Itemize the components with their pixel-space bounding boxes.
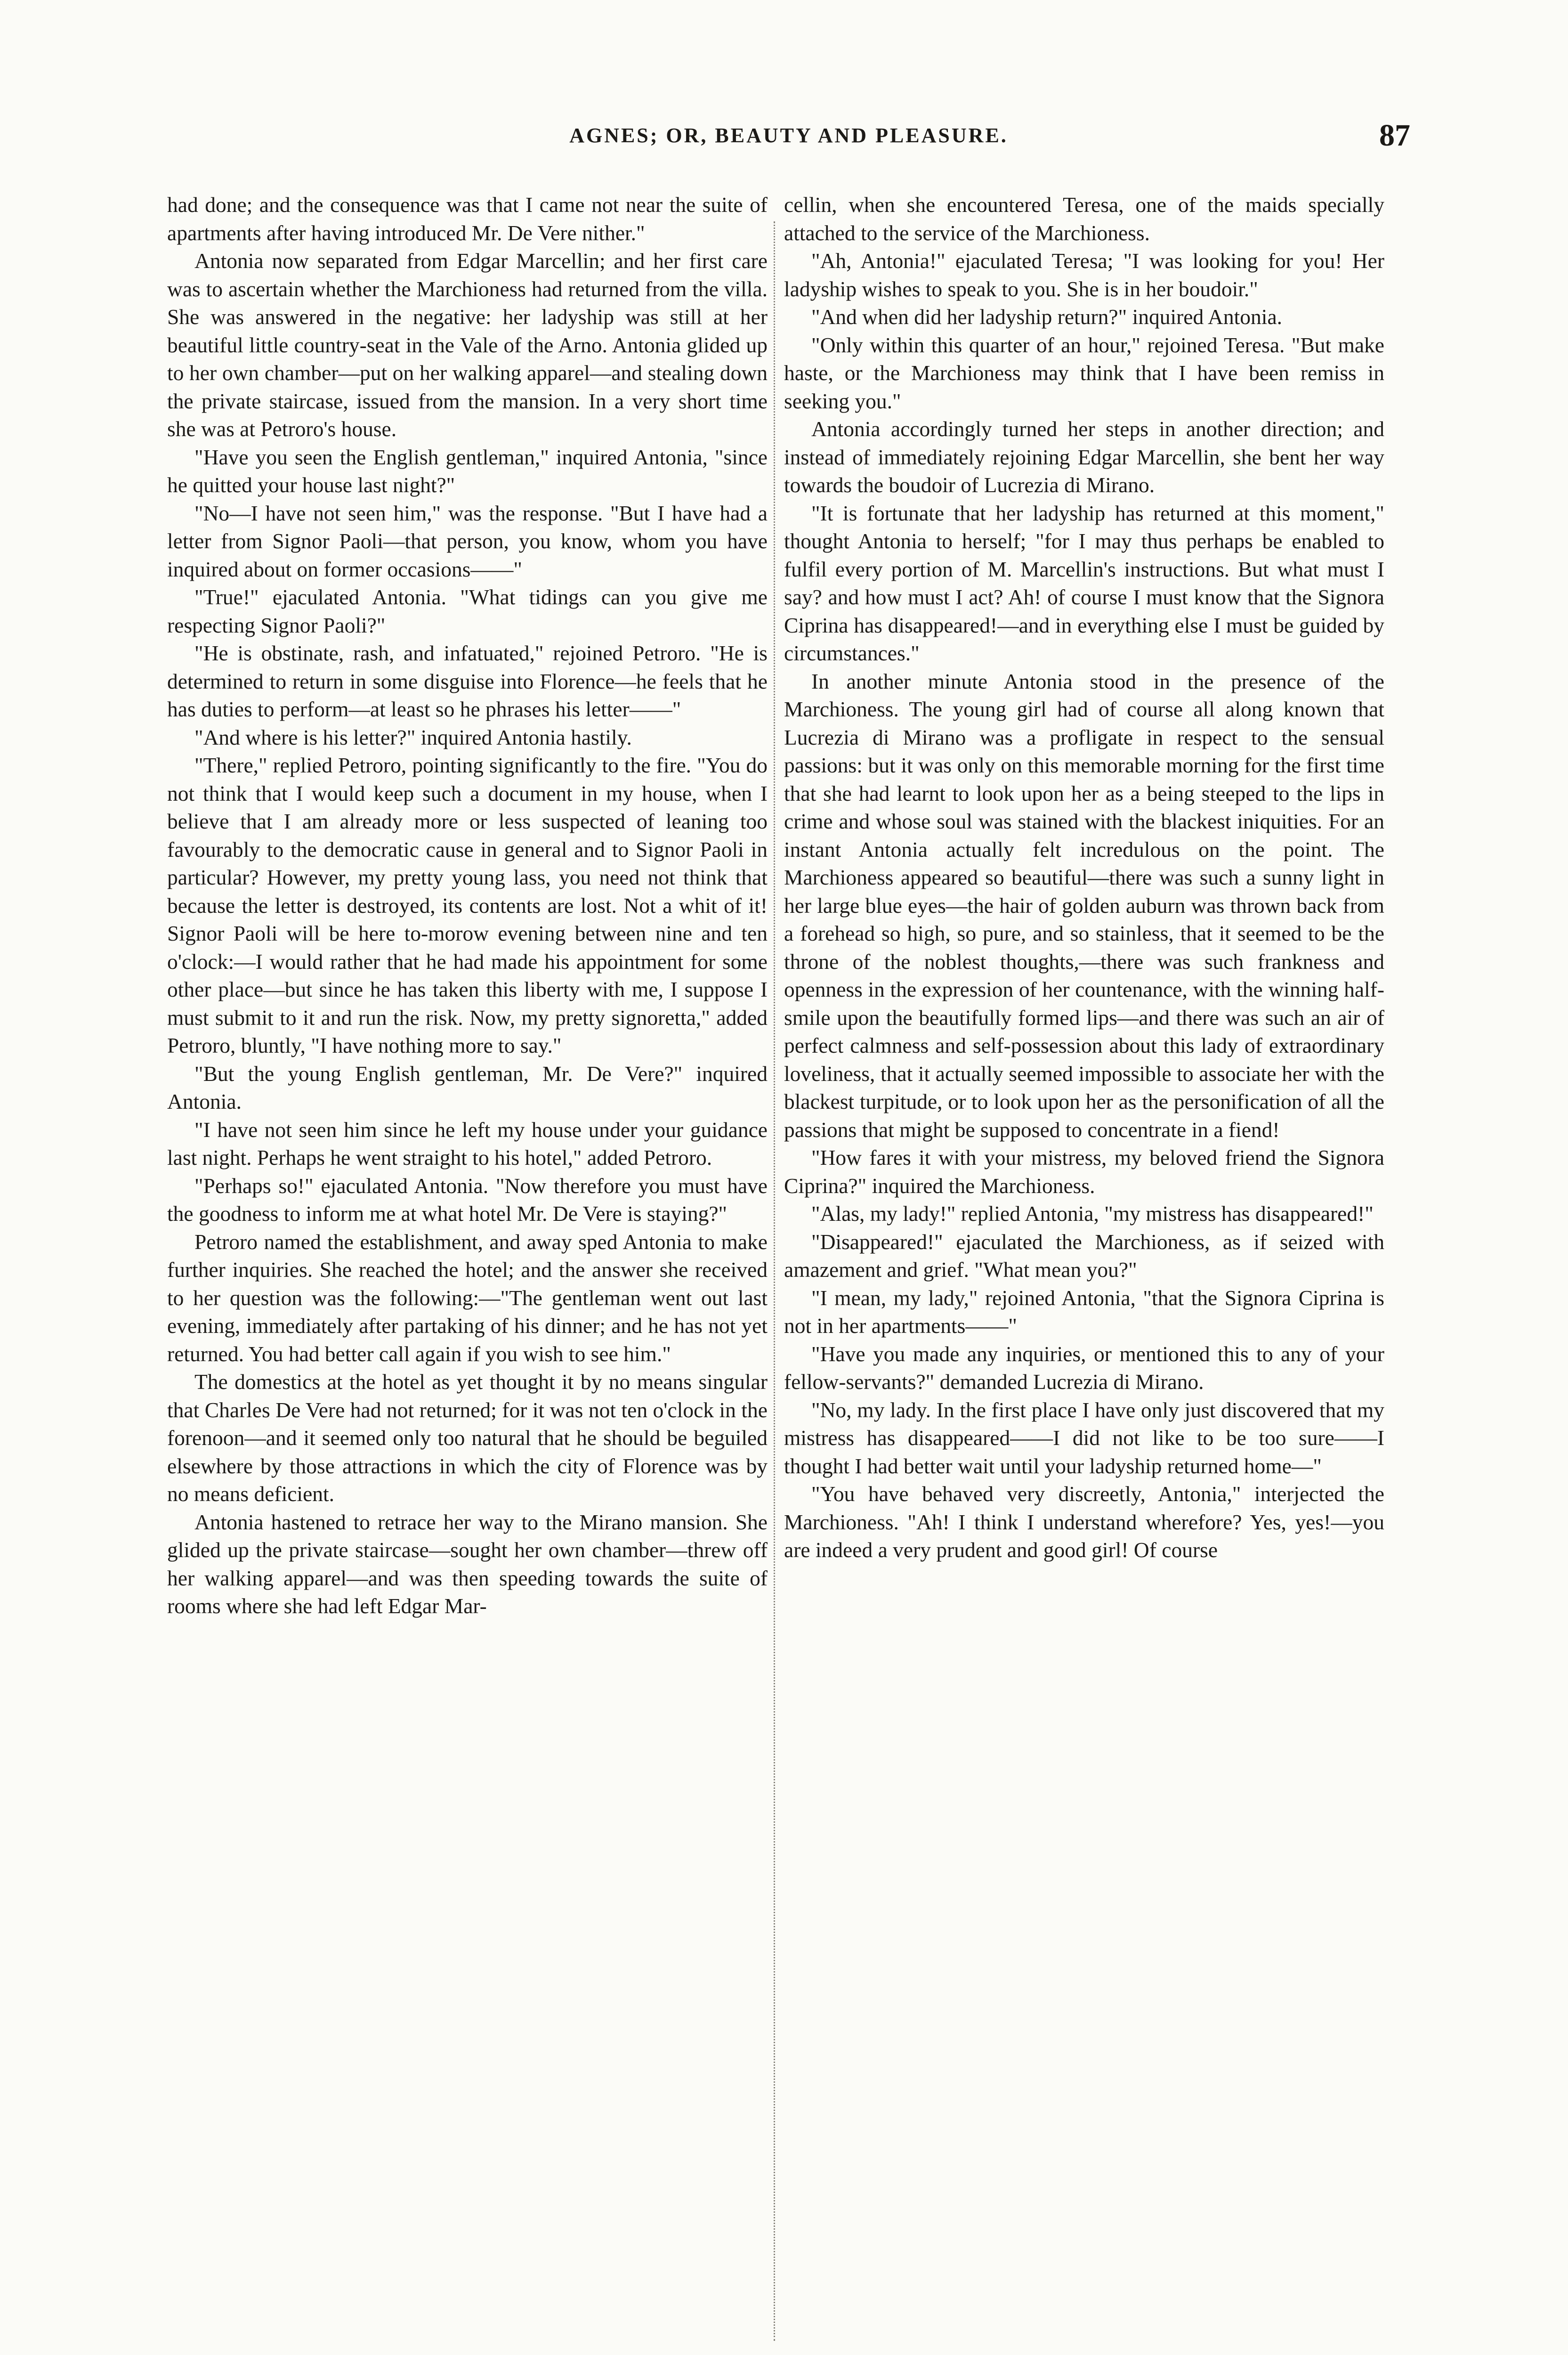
paragraph: "No, my lady. In the first place I have only just discovered that my mistress has disappeared——I did not like to be too sure——I thought I had better wait until your ladyship returned home—"	[784, 1397, 1384, 1478]
paragraph: The domestics at the hotel as yet thought it by no means singular that Charles De Vere had not returned; for it was not ten o'clock in the forenoon—and it seemed only too natural that he should be beguiled elsewhere by those attractions in which the city of Florence was by no means deficient.	[167, 1370, 768, 1506]
paragraph: "I have not seen him since he left my house under your guidance last night. Perhaps he went straight to his hotel," added Petroro.	[167, 1117, 768, 1169]
paragraph: "No—I have not seen him," was the response. "But I have had a letter from Signor Paoli—that person, you know, whom you have inquired about on former occasions——"	[167, 501, 768, 581]
paragraph: "There," replied Petroro, pointing significantly to the fire. "You do not think that I would keep such a document in my house, when I believe that I am already more or less suspected of leaning too favourably to the democratic cause in general and to Signor Paoli in particular? However, my pretty young lass, you need not think that because the letter is destroyed, its contents are lost. Not a whit of it! Signor Paoli will be here to-morow evening between nine and ten o'clock:—I would rather that he had made his appointment for some other place—but since he has taken this liberty with me, I suppose I must submit to it and run the risk. Now, my pretty signoretta," added Petroro, bluntly, "I have nothing more to say."	[167, 753, 768, 1057]
paragraph: "Disappeared!" ejaculated the Marchioness, as if seized with amazement and grief. "What mean you?"	[784, 1229, 1384, 1282]
left-column	[167, 191, 768, 2355]
page-header	[167, 118, 1410, 160]
paragraph: Petroro named the establishment, and away sped Antonia to make further inquiries. She reached the hotel; and the answer she received to her question was the following:—"The gentleman went out last evening, immediately after partaking of his dinner; and he has not yet returned. You had better call again if you wish to see him."	[167, 1229, 768, 1366]
paragraph: "True!" ejaculated Antonia. "What tidings can you give me respecting Signor Paoli?"	[167, 585, 768, 637]
page-number: 87	[1379, 118, 1410, 153]
paragraph: "You have behaved very discreetly, Antonia," interjected the Marchioness. "Ah! I think I understand wherefore? Yes, yes!—you are indeed a very prudent and good girl! Of course	[784, 1482, 1384, 1562]
paragraph: "I mean, my lady," rejoined Antonia, "that the Signora Ciprina is not in her apartments——"	[784, 1285, 1384, 1338]
paragraph: Antonia accordingly turned her steps in another direction; and instead of immediately rejoining Edgar Marcellin, she bent her way towards the boudoir of Lucrezia di Mirano.	[784, 417, 1384, 497]
paragraph: "But the young English gentleman, Mr. De Vere?" inquired Antonia.	[167, 1061, 768, 1113]
column-divider	[774, 221, 775, 2341]
paragraph: "It is fortunate that her ladyship has returned at this moment," thought Antonia to herself; "for I may thus perhaps be enabled to fulfil every portion of M. Marcellin's instructions. But what must I say? and how must I act? Ah! of course I must know that the Signora Ciprina has disappeared!—and in everything else I must be guided by circumstances."	[784, 501, 1384, 665]
paragraph: "And when did her ladyship return?" inquired Antonia.	[811, 305, 1283, 329]
paragraph: "Perhaps so!" ejaculated Antonia. "Now therefore you must have the goodness to inform me at what hotel Mr. De Vere is staying?"	[167, 1173, 768, 1226]
paragraph: In another minute Antonia stood in the presence of the Marchioness. The young girl had of course all along known that Lucrezia di Mirano was a profligate in respect to the sensual passions: but it was only on this memorable morning for the first time that she had learnt to look upon her as a being steeped to the lips in crime and whose soul was stained with the blackest iniquities. For an instant Antonia actually felt incredulous on the point. The Marchioness appeared so beautiful—there was such a sunny light in her large blue eyes—the hair of golden auburn was thrown back from a forehead so high, so pure, and so stainless, that it seemed to be the throne of the noblest thoughts,—there was such frankness and openness in the expression of her countenance, with the winning half-smile upon the beautifully formed lips—and there was such an air of perfect calmness and self-possession about this lady of extraordinary loveliness, that it actually seemed impossible to associate her with the blackest turpitude, or to look upon her as the personification of all the passions that might be supposed to concentrate in a fiend!	[784, 669, 1384, 1142]
paragraph: "He is obstinate, rash, and infatuated," rejoined Petroro. "He is determined to return in some disguise into Florence—he feels that he has duties to perform—at least so he phrases his letter——"	[167, 641, 768, 721]
paragraph: "And where is his letter?" inquired Antonia hastily.	[194, 725, 632, 749]
paragraph: "Alas, my lady!" replied Antonia, "my mistress has disappeared!"	[811, 1202, 1374, 1226]
paragraph: "Have you made any inquiries, or mentioned this to any of your fellow-servants?" demanded Lucrezia di Mirano.	[784, 1341, 1384, 1394]
running-title: AGNES; OR, BEAUTY AND PLEASURE.	[569, 124, 1008, 147]
paragraph: had done; and the consequence was that I came not near the suite of apartments after having introduced Mr. De Vere nither."	[167, 193, 768, 245]
paragraph: "How fares it with your mistress, my beloved friend the Signora Ciprina?" inquired the Marchioness.	[784, 1145, 1384, 1198]
paragraph: "Only within this quarter of an hour," rejoined Teresa. "But make haste, or the Marchioness may think that I have been remiss in seeking you."	[784, 333, 1384, 413]
paragraph: cellin, when she encountered Teresa, one of the maids specially attached to the service of the Marchioness.	[784, 193, 1384, 245]
paragraph: Antonia now separated from Edgar Marcellin; and her first care was to ascertain whether the Marchioness had returned from the villa. She was answered in the negative: her ladyship was still at her beautiful little country-seat in the Vale of the Arno. Antonia glided up to her own chamber—put on her walking apparel—and stealing down the private staircase, issued from the mansion. In a very short time she was at Petroro's house.	[167, 249, 768, 441]
paragraph: Antonia hastened to retrace her way to the Mirano mansion. She glided up the private staircase—sought her own chamber—threw off her walking apparel—and was then speeding towards the suite of rooms where she had left Edgar Mar-	[167, 1510, 768, 1618]
paragraph: "Ah, Antonia!" ejaculated Teresa; "I was looking for you! Her ladyship wishes to speak to you. She is in her boudoir."	[784, 249, 1384, 301]
right-column	[784, 191, 1384, 2355]
paragraph: "Have you seen the English gentleman," inquired Antonia, "since he quitted your house last night?"	[167, 445, 768, 497]
